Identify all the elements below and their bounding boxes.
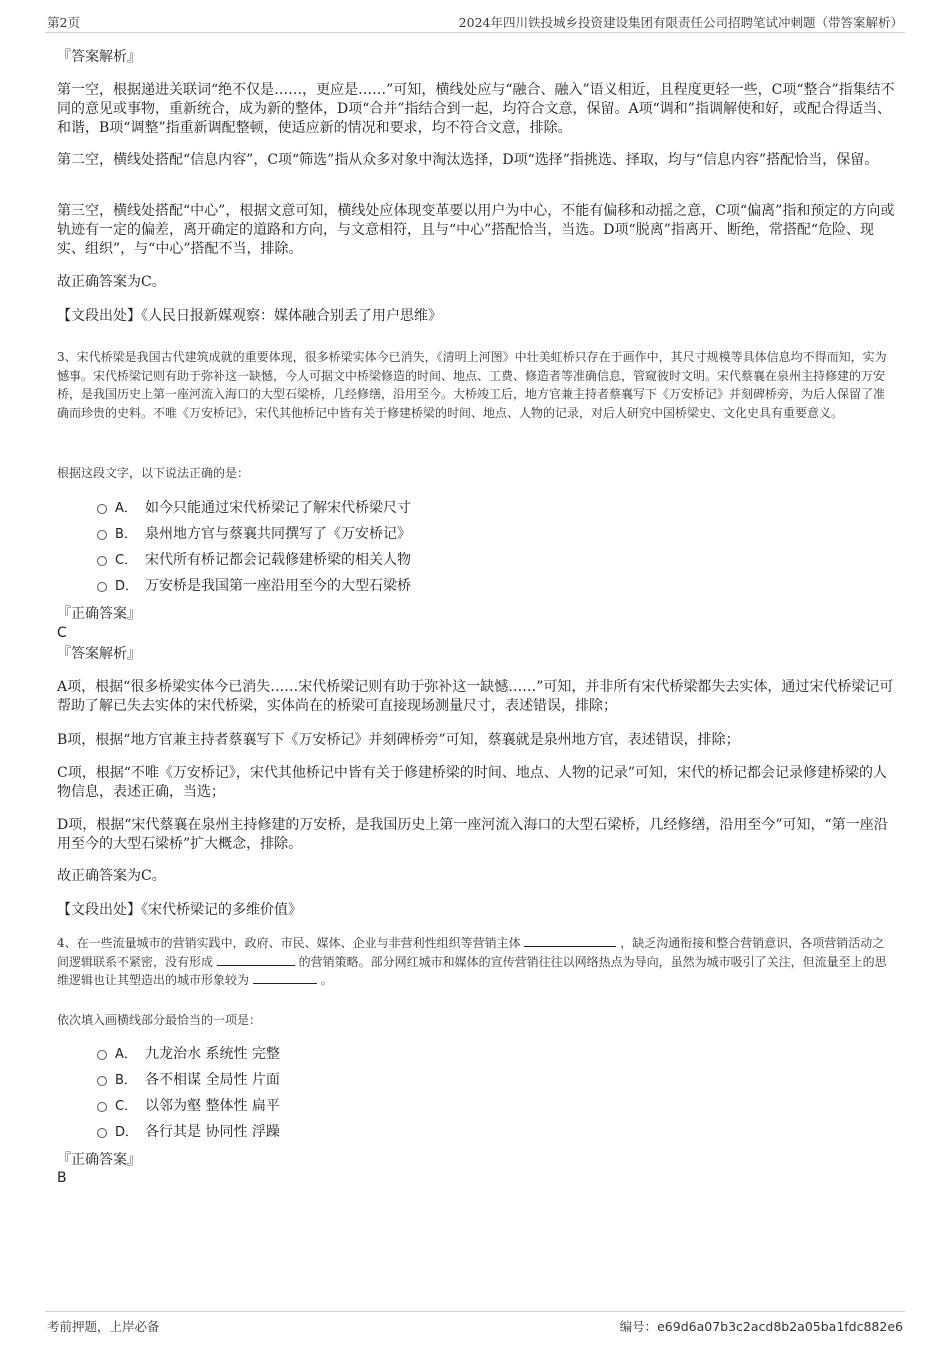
page-footer [45,1311,905,1336]
footer-code-label: 编号： [619,1319,658,1334]
option-text: 万安桥是我国第一座沿用至今的大型石梁桥 [145,578,411,594]
q2-analysis-para-3: 第三空，横线处搭配“中心”，根据文意可知，横线处应体现变革要以用户为中心，不能有偏移和动摇之意，C项“偏离”指和预定的方向或轨迹有一定的偏差，离开确定的道路和方向，与文意相符，且与“中心”搭配恰当，当选。D项“脱离”指离开、断绝，常搭配“危险、现实、组织”，与“中心”搭配不当，排除。 [57,203,895,257]
footer-code-value: e69d6a07b3c2acd8b2a05ba1fdc882e6 [657,1319,903,1334]
q3-answer: C [57,625,67,641]
q4-stem: 依次填入画横线部分最恰当的一项是： [57,1013,262,1027]
q3-analysis-para-c: C项，根据“不唯《万安桥记》，宋代其他桥记中皆有关于修建桥梁的时间、地点、人物的记录”可知，宋代的桥记都会记录修建桥梁的人物信息，表述正确，当选； [57,765,888,800]
footer-code [620,1317,903,1335]
q4-blank-1 [524,934,616,947]
option-text: 各不相谋 全局性 片面 [145,1072,280,1088]
q3-option-b[interactable] [97,524,411,544]
radio-icon[interactable] [97,582,107,592]
footer-slogan: 考前押题，上岸必备 [47,1319,160,1334]
q3-source: 【文段出处】《宋代桥梁记的多维价值》 [57,902,302,918]
q4-option-c[interactable] [97,1096,280,1116]
page-number: 第2页 [47,15,80,30]
option-letter: D． [115,579,139,594]
q2-analysis-para-2: 第二空，横线处搭配“信息内容”，C项“筛选”指从众多对象中淘汰选择，D项“选择”指挑选、择取，均与“信息内容”搭配恰当，保留。 [57,152,879,168]
q3-analysis-para-d: D项，根据“宋代蔡襄在泉州主持修建的万安桥，是我国历史上第一座河流入海口的大型石梁桥，几经修缮，沿用至今”可知，“第一座沿用至今的大型石梁桥”扩大概念，排除。 [57,817,888,852]
q4-option-d[interactable] [97,1122,280,1142]
q4-option-a[interactable] [97,1044,280,1064]
radio-icon[interactable] [97,1050,107,1060]
option-letter: C． [115,553,138,568]
option-text: 九龙治水 系统性 完整 [145,1046,280,1062]
q3-analysis-label: 『答案解析』 [57,646,141,662]
q4-passage-part-2: ，缺乏沟通衔接和整合营销意识，各项营销活动之间逻辑联系不紧密，没有形成 [57,936,885,969]
q3-option-d[interactable] [97,576,411,596]
q3-answer-label: 『正确答案』 [57,606,141,622]
q2-conclusion: 故正确答案为C。 [57,274,166,290]
q4-blank-2 [217,953,295,966]
q3-analysis-para-a: A项，根据“很多桥梁实体今已消失……宋代桥梁记则有助于弥补这一缺憾……”可知，并非所有宋代桥梁都失去实体，通过宋代桥梁记可帮助了解已失去实体的宋代桥梁，实体尚在的桥梁可直接现场测量尺寸，表述错误，排除； [57,679,894,714]
option-letter: A． [115,1047,137,1062]
q4-blank-3 [253,971,317,984]
option-text: 宋代所有桥记都会记载修建桥梁的相关人物 [145,552,411,568]
document-title: 2024年四川铁投城乡投资建设集团有限责任公司招聘笔试冲刺题（带答案解析） [458,15,903,30]
q4-passage [57,934,895,990]
radio-icon[interactable] [97,504,107,514]
radio-icon[interactable] [97,1128,107,1138]
option-letter: B． [115,1073,137,1088]
q4-passage-part-4: 。 [320,973,333,987]
q3-option-a[interactable] [97,498,411,518]
radio-icon[interactable] [97,1102,107,1112]
q3-analysis-para-b: B项，根据“地方官兼主持者蔡襄写下《万安桥记》并刻碑桥旁”可知，蔡襄就是泉州地方官，表述错误，排除； [57,732,740,748]
q3-stem: 根据这段文字，以下说法正确的是： [57,466,250,480]
radio-icon[interactable] [97,556,107,566]
option-letter: B． [115,527,137,542]
option-text: 泉州地方官与蔡襄共同撰写了《万安桥记》 [145,526,411,542]
option-text: 以邻为壑 整体性 扁平 [145,1098,280,1114]
q4-answer: B [57,1170,67,1186]
q4-passage-part-3: 的营销策略。部分网红城市和媒体的宣传营销往往以网络热点为导向，虽然为城市吸引了关注，但流量至上的思维逻辑也让其塑造出的城市形象较为 [57,954,887,987]
option-letter: A． [115,501,137,516]
radio-icon[interactable] [97,530,107,540]
option-letter: C． [115,1099,138,1114]
q4-passage-part-1: 4、在一些流量城市的营销实践中，政府、市民、媒体、企业与非营利性组织等营销主体 [57,936,521,950]
q2-analysis-label: 『答案解析』 [57,49,141,65]
q4-answer-label: 『正确答案』 [57,1152,141,1168]
q2-source: 【文段出处】《人民日报新媒观察：媒体融合别丢了用户思维》 [57,308,442,324]
option-letter: D． [115,1125,139,1140]
q3-conclusion: 故正确答案为C。 [57,868,166,884]
q2-analysis-para-1: 第一空，根据递进关联词“绝不仅是……，更应是……”可知，横线处应与“融合、融入”语义相近，且程度更轻一些，C项“整合”指集结不同的意见或事物，重新统合，成为新的整体，D项“合并”指结合到一起，均符合文意，保留。A项“调和”指调解使和好，或配合得适当、和谐，B项“调整”指重新调配整顿，使适应新的情况和要求，均不符合文意，排除。 [57,82,895,136]
radio-icon[interactable] [97,1076,107,1086]
q3-option-c[interactable] [97,550,411,570]
option-text: 如今只能通过宋代桥梁记了解宋代桥梁尺寸 [145,500,411,516]
q4-option-b[interactable] [97,1070,280,1090]
option-text: 各行其是 协同性 浮躁 [145,1124,280,1140]
page-header [45,10,905,33]
q3-passage: 3、宋代桥梁是我国古代建筑成就的重要体现，很多桥梁实体今已消失，《清明上河图》中壮美虹桥只存在于画作中，其尺寸规模等具体信息均不得而知，实为憾事。宋代桥梁记则有助于弥补这一缺憾，今人可据文中桥梁修造的时间、地点、工费、修造者等准确信息，管窥彼时文明。宋代蔡襄在泉州主持修建的万安桥，是我国历史上第一座河流入海口的大型石梁桥，几经修缮，沿用至今。大桥竣工后，地方官兼主持者蔡襄写下《万安桥记》并刻碑桥旁，为后人保留了准确而珍贵的史料。不唯《万安桥记》，宋代其他桥记中皆有关于修建桥梁的时间、地点、人物的记录，对后人研究中国桥梁史、文化史具有重要意义。 [57,350,887,420]
